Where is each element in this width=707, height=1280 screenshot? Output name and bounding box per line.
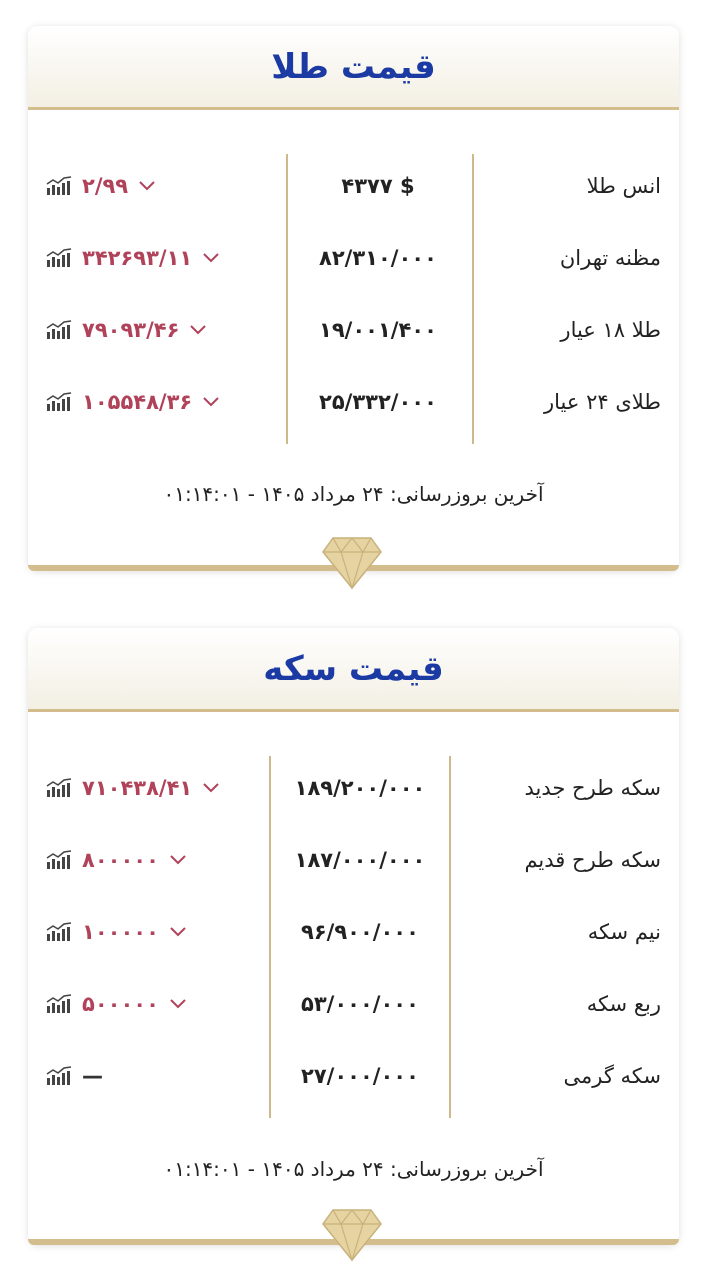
last-update-text: آخرین بروزرسانی: ۲۴ مرداد ۱۴۰۵ - ۰۱:۱۴:۰۱ (163, 1157, 544, 1181)
bar-chart-trend-icon[interactable] (46, 1066, 72, 1086)
item-name: مظنه تهران (559, 246, 661, 270)
item-name: ربع سکه (586, 992, 661, 1016)
item-change (46, 776, 220, 800)
item-name: نیم سکه (587, 920, 661, 944)
bar-chart-trend-icon[interactable] (46, 176, 72, 196)
chevron-down-icon (202, 782, 220, 794)
bar-chart-trend-icon[interactable] (46, 392, 72, 412)
bar-chart-trend-icon[interactable] (46, 248, 72, 268)
item-price: ۴۳۷۷ $ (341, 174, 415, 198)
item-price: ۱۹/۰۰۱/۴۰۰ (319, 318, 437, 342)
item-price: ۱۸۷/۰۰۰/۰۰۰ (294, 848, 426, 872)
coin-card-header (28, 628, 679, 712)
item-name: طلا ۱۸ عیار (560, 318, 661, 342)
gold-card-header (28, 26, 679, 110)
item-name: سکه طرح جدید (524, 776, 661, 800)
change-value: ۸۰۰۰۰۰ (82, 848, 159, 872)
last-update-text: آخرین بروزرسانی: ۲۴ مرداد ۱۴۰۵ - ۰۱:۱۴:۰۱ (163, 482, 544, 506)
item-change (46, 1064, 103, 1088)
item-name: طلای ۲۴ عیار (543, 390, 661, 414)
gold-card-title: قیمت طلا (271, 46, 436, 87)
bar-chart-trend-icon[interactable] (46, 320, 72, 340)
gold-price-card (28, 26, 679, 571)
change-value: ۷۹۰۹۳/۴۶ (82, 318, 180, 342)
item-price: ۹۶/۹۰۰/۰۰۰ (301, 920, 419, 944)
gold-row-18k[interactable] (28, 300, 679, 372)
item-name: انس طلا (586, 174, 661, 198)
bar-chart-trend-icon[interactable] (46, 850, 72, 870)
item-change (46, 848, 187, 872)
chevron-down-icon (169, 926, 187, 938)
change-value: ۱۰۵۵۴۸/۳۶ (82, 390, 193, 414)
coin-row-new-design[interactable] (28, 758, 679, 830)
chevron-down-icon (138, 180, 156, 192)
coin-price-list (28, 758, 679, 1118)
coin-row-gram[interactable] (28, 1046, 679, 1118)
coin-row-old-design[interactable] (28, 830, 679, 902)
item-price: ۲۷/۰۰۰/۰۰۰ (301, 1064, 419, 1088)
item-price: ۱۸۹/۲۰۰/۰۰۰ (294, 776, 426, 800)
change-value: ۷۱۰۴۳۸/۴۱ (82, 776, 193, 800)
item-change (46, 246, 220, 270)
coin-price-card (28, 628, 679, 1245)
chevron-down-icon (169, 854, 187, 866)
change-value: — (82, 1064, 103, 1088)
chevron-down-icon (202, 396, 220, 408)
bar-chart-trend-icon[interactable] (46, 994, 72, 1014)
gold-price-list (28, 156, 679, 444)
coin-row-half[interactable] (28, 902, 679, 974)
item-change (46, 920, 187, 944)
item-name: سکه گرمی (563, 1064, 661, 1088)
diamond-icon (321, 1206, 383, 1262)
change-value: ۲/۹۹ (82, 174, 129, 198)
change-value: ۳۴۲۶۹۳/۱۱ (82, 246, 193, 270)
gold-row-24k[interactable] (28, 372, 679, 444)
coin-row-quarter[interactable] (28, 974, 679, 1046)
bar-chart-trend-icon[interactable] (46, 922, 72, 942)
bar-chart-trend-icon[interactable] (46, 778, 72, 798)
item-change (46, 318, 207, 342)
diamond-icon (321, 534, 383, 590)
item-change (46, 992, 187, 1016)
item-name: سکه طرح قدیم (524, 848, 661, 872)
gold-row-ounce[interactable] (28, 156, 679, 228)
change-value: ۱۰۰۰۰۰ (82, 920, 159, 944)
item-price: ۸۲/۳۱۰/۰۰۰ (319, 246, 437, 270)
gold-row-mazaneh[interactable] (28, 228, 679, 300)
coin-card-title: قیمت سکه (263, 648, 444, 689)
chevron-down-icon (169, 998, 187, 1010)
item-change (46, 174, 156, 198)
chevron-down-icon (189, 324, 207, 336)
item-price: ۵۳/۰۰۰/۰۰۰ (301, 992, 419, 1016)
item-price: ۲۵/۳۳۲/۰۰۰ (319, 390, 437, 414)
chevron-down-icon (202, 252, 220, 264)
change-value: ۵۰۰۰۰۰ (82, 992, 159, 1016)
item-change (46, 390, 220, 414)
